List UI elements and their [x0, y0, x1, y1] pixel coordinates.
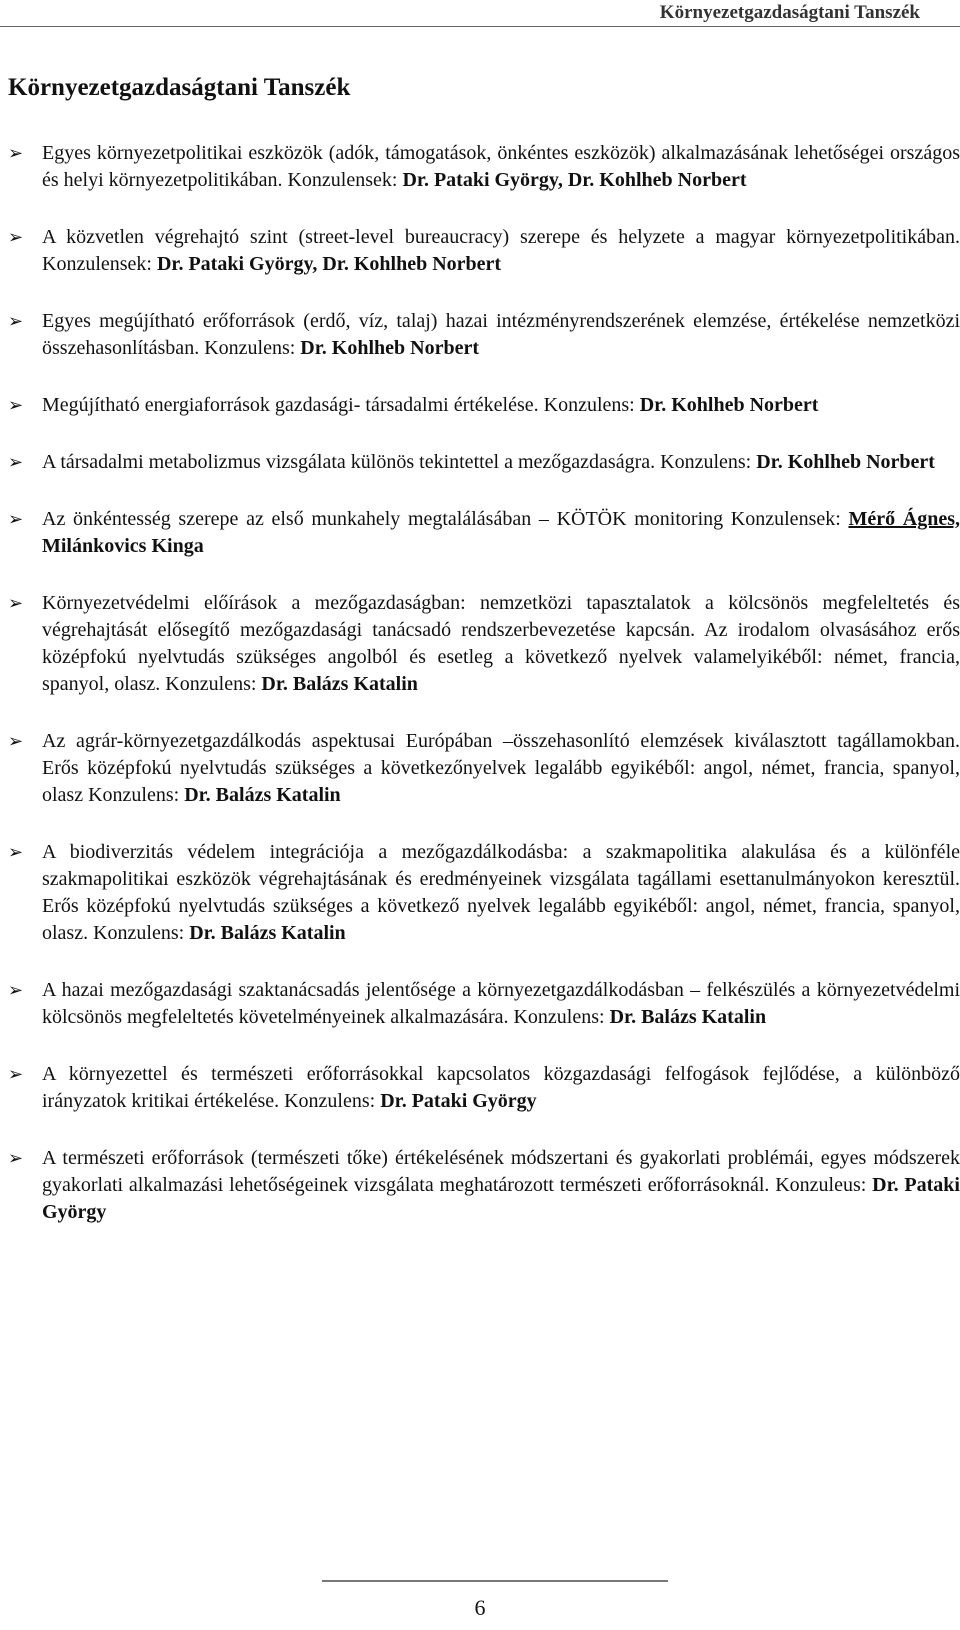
arrow-bullet-icon: ➢ [8, 1148, 24, 1168]
topic-item [8, 728, 960, 809]
advisor-name: Dr. Balázs Katalin [609, 1006, 767, 1028]
advisor-name: Dr. Balázs Katalin [189, 922, 346, 944]
arrow-bullet-icon: ➢ [8, 452, 24, 472]
topic-item [8, 1061, 960, 1115]
topic-item [8, 449, 960, 476]
arrow-bullet-icon: ➢ [8, 395, 24, 415]
arrow-bullet-icon: ➢ [8, 311, 24, 331]
topic-text: Egyes környezetpolitikai eszközök (adók, támogatások, önkéntes eszközök) alkalmazásának lehetőségei országos és helyi környezetpolitikában. Konzulensek: [42, 142, 960, 191]
topic-text: Megújítható energiaforrások gazdasági- társadalmi értékelése. Konzulens: [42, 394, 640, 416]
topic-text: Az önkéntesség szerepe az első munkahely megtalálásában – KÖTÖK monitoring Konzulensek: [42, 508, 849, 530]
page-title: Környezetgazdaságtani Tanszék [8, 74, 351, 101]
topic-item [8, 1145, 960, 1226]
advisor-name: Milánkovics Kinga [42, 535, 204, 557]
advisor-name: Dr. Kohlheb Norbert [300, 337, 479, 359]
footer-divider [322, 1580, 668, 1582]
arrow-bullet-icon: ➢ [8, 731, 24, 751]
thesis-topic-list [8, 140, 960, 1256]
topic-item [8, 308, 960, 362]
advisor-name: Dr. Pataki György, Dr. Kohlheb Norbert [156, 253, 502, 275]
topic-item [8, 839, 960, 947]
arrow-bullet-icon: ➢ [8, 227, 24, 247]
topic-text: Környezetvédelmi előírások a mezőgazdaságban: nemzetközi tapasztalatok a kölcsönös megfeleltetés és végrehajtását elősegítő mezőgazdasági tanácsadó rendszerbevezetése kapcsán. Az irodalom olvasásához erős középfokú nyelvtudás szükséges angolból és esetleg a következő nyelvek valamelyikéből: német, francia, spanyol, olasz. Konzulens: [42, 592, 960, 695]
topic-text: Egyes megújítható erőforrások (erdő, víz, talaj) hazai intézményrendszerének elemzése, értékelése nemzetközi összehasonlításban. Konzulens: [42, 310, 960, 359]
topic-item [8, 140, 960, 194]
topic-text: A közvetlen végrehajtó szint (street-level bureaucracy) szerepe és helyzete a magyar környezetpolitikában. Konzulensek: [42, 226, 960, 275]
topic-item [8, 506, 960, 560]
advisor-name-underlined: Mérő Ágnes, [848, 508, 960, 530]
advisor-name: Dr. Pataki György, Dr. Kohlheb Norbert [402, 169, 747, 191]
topic-text: A biodiverzitás védelem integrációja a mezőgazdálkodásba: a szakmapolitika alakulása és a különféle szakmapolitikai eszközök végrehajtásának és eredményeinek vizsgálata tagállami esettanulmányokon keresztül. Erős középfokú nyelvtudás szükséges a következő nyelvek legalább egyikéből: angol, német, francia, spanyol, olasz. Konzulens: [42, 841, 960, 944]
topic-text: A társadalmi metabolizmus vizsgálata különös tekintettel a mezőgazdaságra. Konzulens: [42, 451, 757, 473]
advisor-name: Dr. Pataki György [380, 1090, 537, 1112]
topic-item [8, 977, 960, 1031]
topic-item [8, 224, 960, 278]
topic-item [8, 590, 960, 698]
topic-text: Az agrár-környezetgazdálkodás aspektusai Európában –összehasonlító elemzések kiválasztott tagállamokban. Erős középfokú nyelvtudás szükséges a következőnyelvek legalább egyikéből: angol, német, francia, spanyol, olasz Konzulens: [42, 730, 960, 806]
advisor-name: Dr. Balázs Katalin [261, 673, 418, 695]
advisor-name: Dr. Kohlheb Norbert [756, 451, 935, 473]
arrow-bullet-icon: ➢ [8, 143, 24, 163]
arrow-bullet-icon: ➢ [8, 980, 24, 1000]
topic-text: A természeti erőforrások (természeti tőke) értékelésének módszertani és gyakorlati problémái, egyes módszerek gyakorlati alkalmazási lehetőségeinek vizsgálata meghatározott természeti erőforrásoknál. Konzuleus: [42, 1147, 960, 1196]
arrow-bullet-icon: ➢ [8, 842, 24, 862]
topic-item [8, 392, 960, 419]
arrow-bullet-icon: ➢ [8, 509, 24, 529]
advisor-name: Dr. Balázs Katalin [184, 784, 341, 806]
topic-text: A hazai mezőgazdasági szaktanácsadás jelentősége a környezetgazdálkodásban – felkészülés a környezetvédelmi kölcsönös megfeleltetés követelményeinek alkalmazására. Konzulens: [42, 979, 960, 1028]
header-divider [0, 26, 960, 27]
advisor-name: Dr. Kohlheb Norbert [639, 394, 819, 416]
running-header: Környezetgazdaságtani Tanszék [659, 2, 920, 23]
arrow-bullet-icon: ➢ [8, 593, 24, 613]
arrow-bullet-icon: ➢ [8, 1064, 24, 1084]
topic-text: A környezettel és természeti erőforrásokkal kapcsolatos közgazdasági felfogások fejlődése, a különböző irányzatok kritikai értékelése. Konzulens: [42, 1063, 960, 1112]
advisor-name: Dr. Pataki György [42, 1174, 960, 1223]
page-number: 6 [474, 1595, 486, 1620]
